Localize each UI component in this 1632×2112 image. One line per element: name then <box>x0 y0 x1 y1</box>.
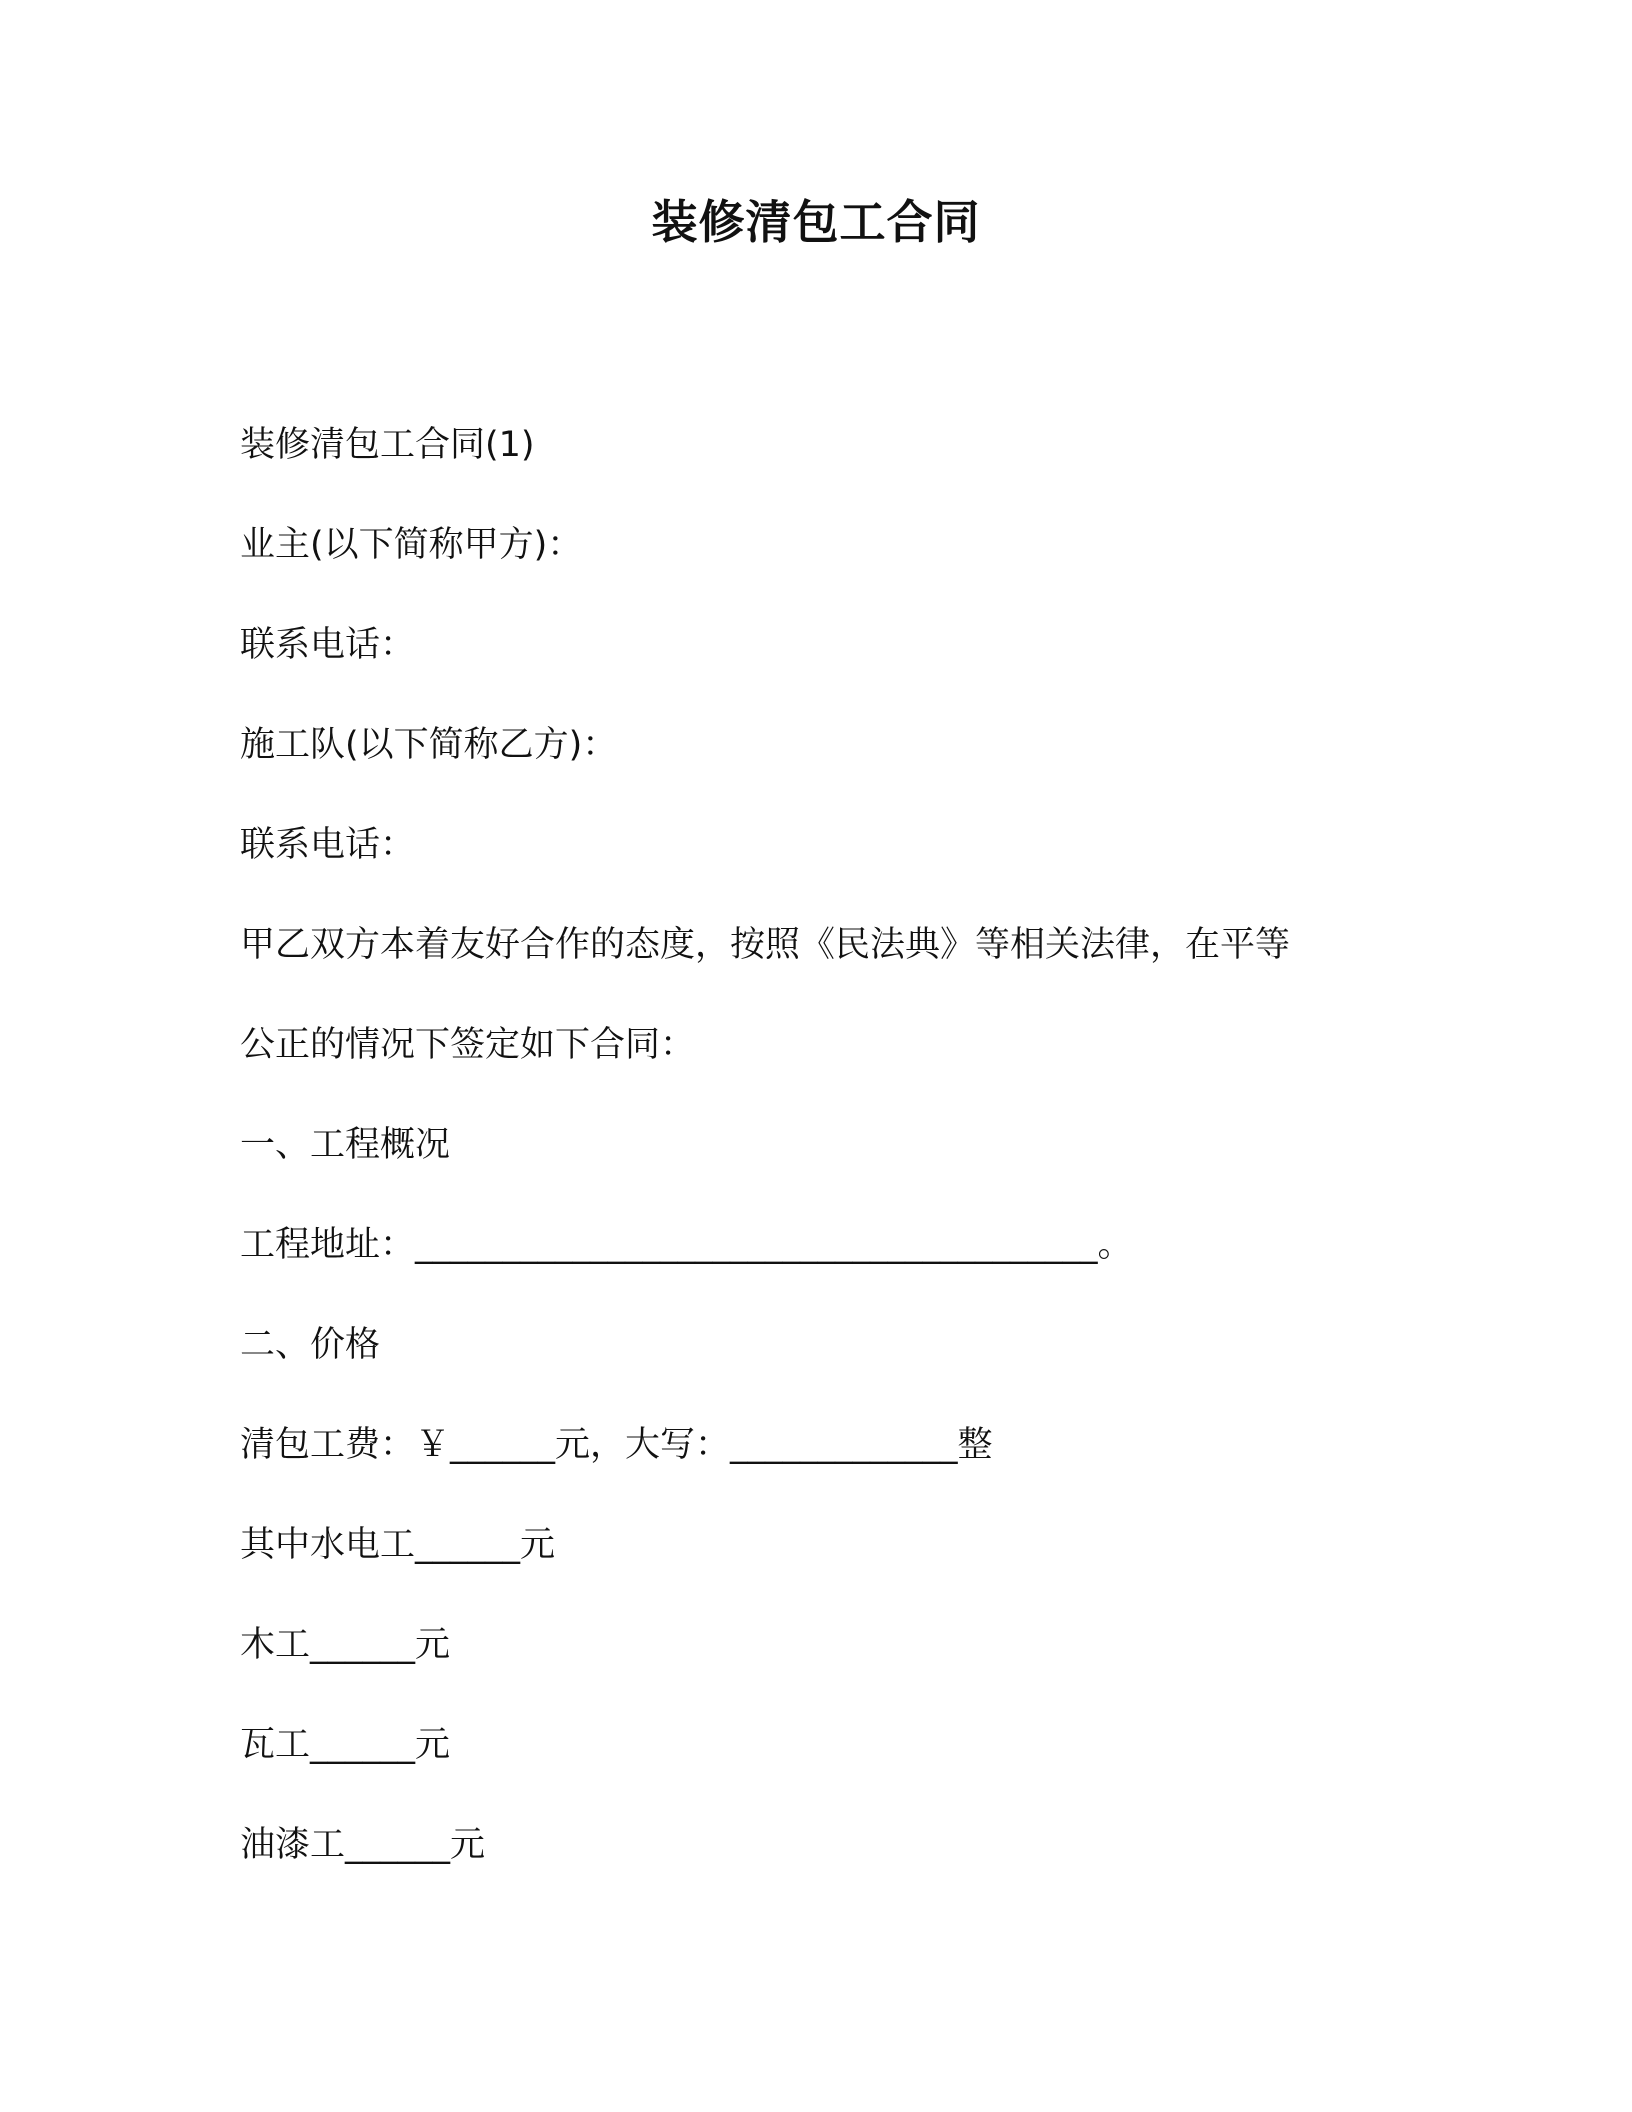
party-b-phone-line: 联系电话： <box>240 825 416 865</box>
subtitle-line: 装修清包工合同(1) <box>240 425 535 465</box>
document-body <box>240 420 1420 1920</box>
party-a-phone-line: 联系电话： <box>240 625 416 665</box>
carpenter-fee-line: 木工______元 <box>240 1625 451 1665</box>
project-address-line: 工程地址：_______________________________________。 <box>240 1225 1133 1265</box>
section-heading-price: 二、价格 <box>240 1325 381 1365</box>
plumber-electrician-fee-line: 其中水电工______元 <box>240 1525 556 1565</box>
party-b-line: 施工队(以下简称乙方)： <box>240 725 618 765</box>
party-a-line: 业主(以下简称甲方)： <box>240 525 583 565</box>
document-title: 装修清包工合同 <box>651 195 981 249</box>
section-heading-project-overview: 一、工程概况 <box>240 1125 451 1165</box>
preamble-line-2: 公正的情况下签定如下合同： <box>240 1025 696 1065</box>
preamble-line-1: 甲乙双方本着友好合作的态度，按照《民法典》等相关法律，在平等 <box>240 925 1291 965</box>
labor-fee-line: 清包工费：￥______元，大写：_____________整 <box>240 1425 993 1465</box>
tiler-fee-line: 瓦工______元 <box>240 1725 451 1765</box>
painter-fee-line: 油漆工______元 <box>240 1825 486 1865</box>
